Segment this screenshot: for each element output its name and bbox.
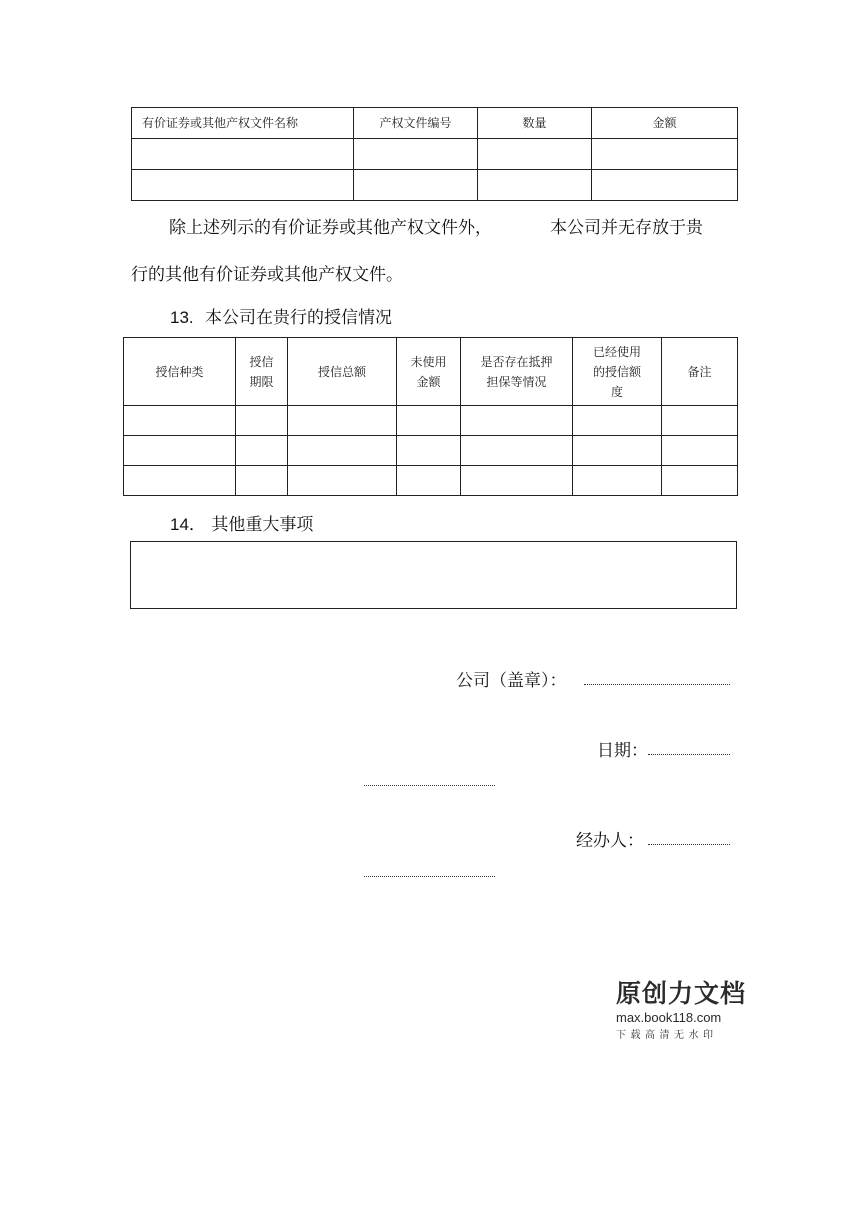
table-cell — [288, 406, 397, 436]
handler-line-continued[interactable] — [364, 876, 495, 877]
table-cell — [288, 466, 397, 496]
table-cell — [397, 406, 461, 436]
table-row — [132, 170, 738, 201]
section-14-title: 其他重大事项 — [211, 515, 314, 535]
table-cell — [573, 406, 662, 436]
date-line[interactable] — [648, 754, 730, 755]
paragraph-line-2: 行的其他有价证券或其他产权文件。 — [131, 265, 403, 285]
date-label: 日期： — [597, 741, 648, 761]
header-line: 授信 — [249, 354, 274, 369]
table-row — [124, 406, 738, 436]
table-cell — [461, 466, 573, 496]
date-line-continued[interactable] — [364, 785, 495, 786]
table-cell — [132, 139, 354, 170]
header-line: 度 — [610, 384, 623, 399]
header-line: 的授信额 — [592, 364, 641, 379]
table-cell — [573, 436, 662, 466]
table-cell — [236, 466, 288, 496]
section-13-heading — [170, 303, 392, 328]
header-line: 担保等情况 — [486, 374, 547, 389]
header-cell-credit-term — [236, 338, 288, 406]
paragraph-line-1a: 除上述列示的有价证券或其他产权文件外， — [169, 218, 492, 238]
header-cell-document-number: 产权文件编号 — [354, 108, 478, 139]
header-line: 期限 — [249, 374, 274, 389]
table-cell — [478, 139, 592, 170]
header-line: 未使用 — [410, 354, 447, 369]
header-line: 授信种类 — [155, 364, 204, 379]
table-cell — [236, 406, 288, 436]
header-line: 备注 — [687, 364, 712, 379]
handler-label: 经办人： — [576, 831, 644, 851]
table-cell — [124, 466, 236, 496]
header-cell-quantity: 数量 — [478, 108, 592, 139]
table-header-row — [124, 338, 738, 406]
section-13-number: 13. — [170, 308, 194, 327]
section-14-heading — [170, 510, 313, 535]
header-cell-unused-amount — [397, 338, 461, 406]
handler-line[interactable] — [648, 844, 730, 845]
company-seal-label: 公司（盖章）： — [456, 671, 567, 691]
paragraph-line-1b: 本公司并无存放于贵 — [550, 218, 703, 238]
watermark-subtitle: 下载高清无水印 — [616, 1030, 718, 1041]
header-cell-used-credit — [573, 338, 662, 406]
table-cell — [397, 436, 461, 466]
table-cell — [662, 466, 738, 496]
header-cell-credit-type — [124, 338, 236, 406]
table-cell — [592, 139, 738, 170]
table-cell — [124, 436, 236, 466]
header-line: 已经使用 — [592, 344, 641, 359]
table-row — [124, 466, 738, 496]
watermark-title: 原创力文档 — [616, 979, 747, 1008]
other-matters-box — [130, 541, 737, 609]
header-cell-remarks — [662, 338, 738, 406]
header-cell-collateral — [461, 338, 573, 406]
header-line: 授信总额 — [317, 364, 366, 379]
header-line: 是否存在抵押 — [480, 354, 553, 369]
header-cell-credit-total — [288, 338, 397, 406]
table-cell — [478, 170, 592, 201]
securities-table — [131, 107, 738, 201]
watermark — [616, 974, 746, 1041]
table-cell — [397, 466, 461, 496]
credit-table — [123, 337, 738, 496]
table-cell — [461, 406, 573, 436]
company-seal-line[interactable] — [584, 684, 730, 685]
watermark-url: max.book118.com — [616, 1010, 722, 1025]
table-cell — [132, 170, 354, 201]
table-cell — [662, 406, 738, 436]
section-13-title: 本公司在贵行的授信情况 — [205, 308, 393, 328]
section-14-number: 14． — [170, 515, 206, 534]
header-cell-document-name: 有价证券或其他产权文件名称 — [132, 108, 354, 139]
table-cell — [124, 406, 236, 436]
table-cell — [461, 436, 573, 466]
table-cell — [236, 436, 288, 466]
header-cell-amount: 金额 — [592, 108, 738, 139]
table-cell — [288, 436, 397, 466]
table-cell — [573, 466, 662, 496]
table-row — [132, 139, 738, 170]
table-row — [124, 436, 738, 466]
table-cell — [592, 170, 738, 201]
table-cell — [662, 436, 738, 466]
table-cell — [354, 139, 478, 170]
table-header-row — [132, 108, 738, 139]
header-line: 金额 — [416, 374, 441, 389]
table-cell — [354, 170, 478, 201]
